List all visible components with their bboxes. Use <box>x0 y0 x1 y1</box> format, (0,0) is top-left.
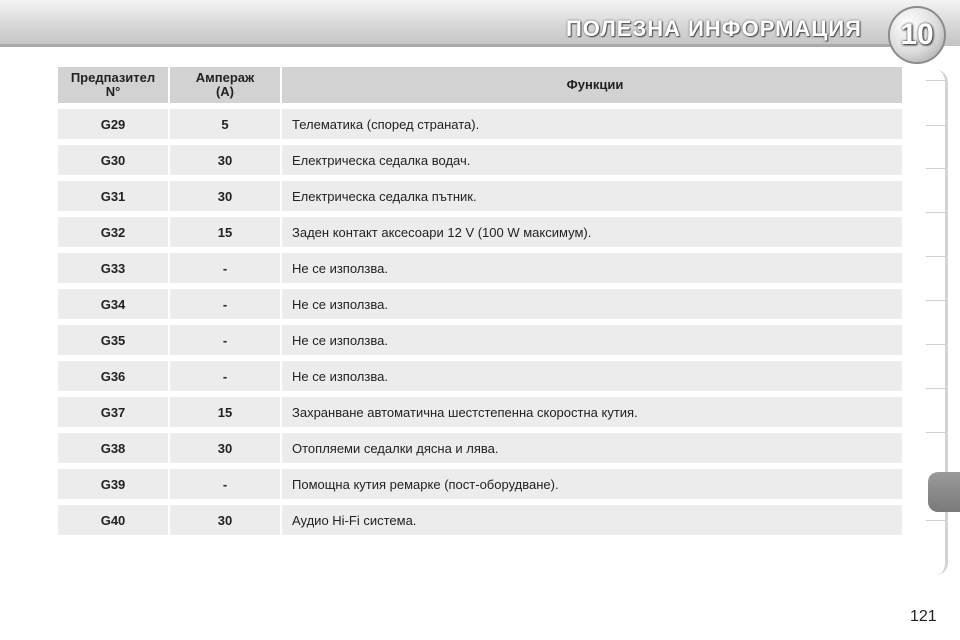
function-cell: Не се използва. <box>282 361 902 397</box>
function-cell: Не се използва. <box>282 325 902 361</box>
amperage-cell: - <box>170 361 280 397</box>
fuse-table <box>56 67 904 541</box>
function-cell: Отопляеми седалки дясна и лява. <box>282 433 902 469</box>
fuse-cell: G30 <box>58 145 168 181</box>
tab-mark <box>926 520 948 521</box>
table-row <box>58 181 902 217</box>
tab-mark <box>926 212 948 213</box>
tab-mark <box>926 344 948 345</box>
tab-mark <box>926 300 948 301</box>
tab-mark <box>926 432 948 433</box>
amperage-cell: - <box>170 325 280 361</box>
column-header-amperage-line2: (A) <box>215 84 235 99</box>
amperage-cell: 15 <box>170 217 280 253</box>
tab-mark <box>926 125 948 126</box>
fuse-cell: G37 <box>58 397 168 433</box>
table-row <box>58 253 902 289</box>
function-cell: Заден контакт аксесоари 12 V (100 W максимум). <box>282 217 902 253</box>
column-header-fuse-line1: Предпазител <box>70 70 156 85</box>
table-row <box>58 289 902 325</box>
tab-mark <box>926 388 948 389</box>
table-row <box>58 505 902 541</box>
column-header-amperage <box>170 67 280 109</box>
fuse-cell: G38 <box>58 433 168 469</box>
table-row <box>58 325 902 361</box>
function-cell: Електрическа седалка пътник. <box>282 181 902 217</box>
fuse-cell: G39 <box>58 469 168 505</box>
fuse-cell: G36 <box>58 361 168 397</box>
tab-mark <box>926 256 948 257</box>
amperage-cell: 30 <box>170 433 280 469</box>
column-header-functions: Функции <box>282 67 902 109</box>
chapter-number: 10 <box>900 18 934 51</box>
tab-mark <box>926 80 948 81</box>
function-cell: Помощна кутия ремарке (пост-оборудване). <box>282 469 902 505</box>
function-cell: Електрическа седалка водач. <box>282 145 902 181</box>
column-header-fuse <box>58 67 168 109</box>
column-header-amperage-line1: Ампераж <box>195 70 255 85</box>
fuse-cell: G40 <box>58 505 168 541</box>
function-cell: Не се използва. <box>282 253 902 289</box>
amperage-cell: 5 <box>170 109 280 145</box>
function-cell: Телематика (според страната). <box>282 109 902 145</box>
amperage-cell: - <box>170 469 280 505</box>
fuse-cell: G34 <box>58 289 168 325</box>
amperage-cell: - <box>170 289 280 325</box>
amperage-cell: 30 <box>170 505 280 541</box>
fuse-cell: G32 <box>58 217 168 253</box>
amperage-cell: 30 <box>170 181 280 217</box>
table-row <box>58 361 902 397</box>
function-cell: Аудио Hi-Fi система. <box>282 505 902 541</box>
fuse-cell: G33 <box>58 253 168 289</box>
table-row <box>58 397 902 433</box>
amperage-cell: - <box>170 253 280 289</box>
function-cell: Не се използва. <box>282 289 902 325</box>
fuse-cell: G31 <box>58 181 168 217</box>
function-cell: Захранване автоматична шестстепенна скоростна кутия. <box>282 397 902 433</box>
table-row <box>58 109 902 145</box>
column-header-fuse-line2: N° <box>105 84 121 99</box>
page-number: 121 <box>910 608 937 625</box>
chapter-badge <box>888 6 946 64</box>
active-chapter-tab[interactable] <box>928 472 960 512</box>
header-rule <box>0 44 900 47</box>
page-title: ПОЛЕЗНА ИНФОРМАЦИЯ <box>565 16 862 41</box>
fuse-cell: G35 <box>58 325 168 361</box>
fuse-cell: G29 <box>58 109 168 145</box>
table-row <box>58 145 902 181</box>
tab-mark <box>926 168 948 169</box>
table-row <box>58 433 902 469</box>
table-row <box>58 469 902 505</box>
amperage-cell: 30 <box>170 145 280 181</box>
table-row <box>58 217 902 253</box>
amperage-cell: 15 <box>170 397 280 433</box>
table-header-row <box>58 67 902 109</box>
